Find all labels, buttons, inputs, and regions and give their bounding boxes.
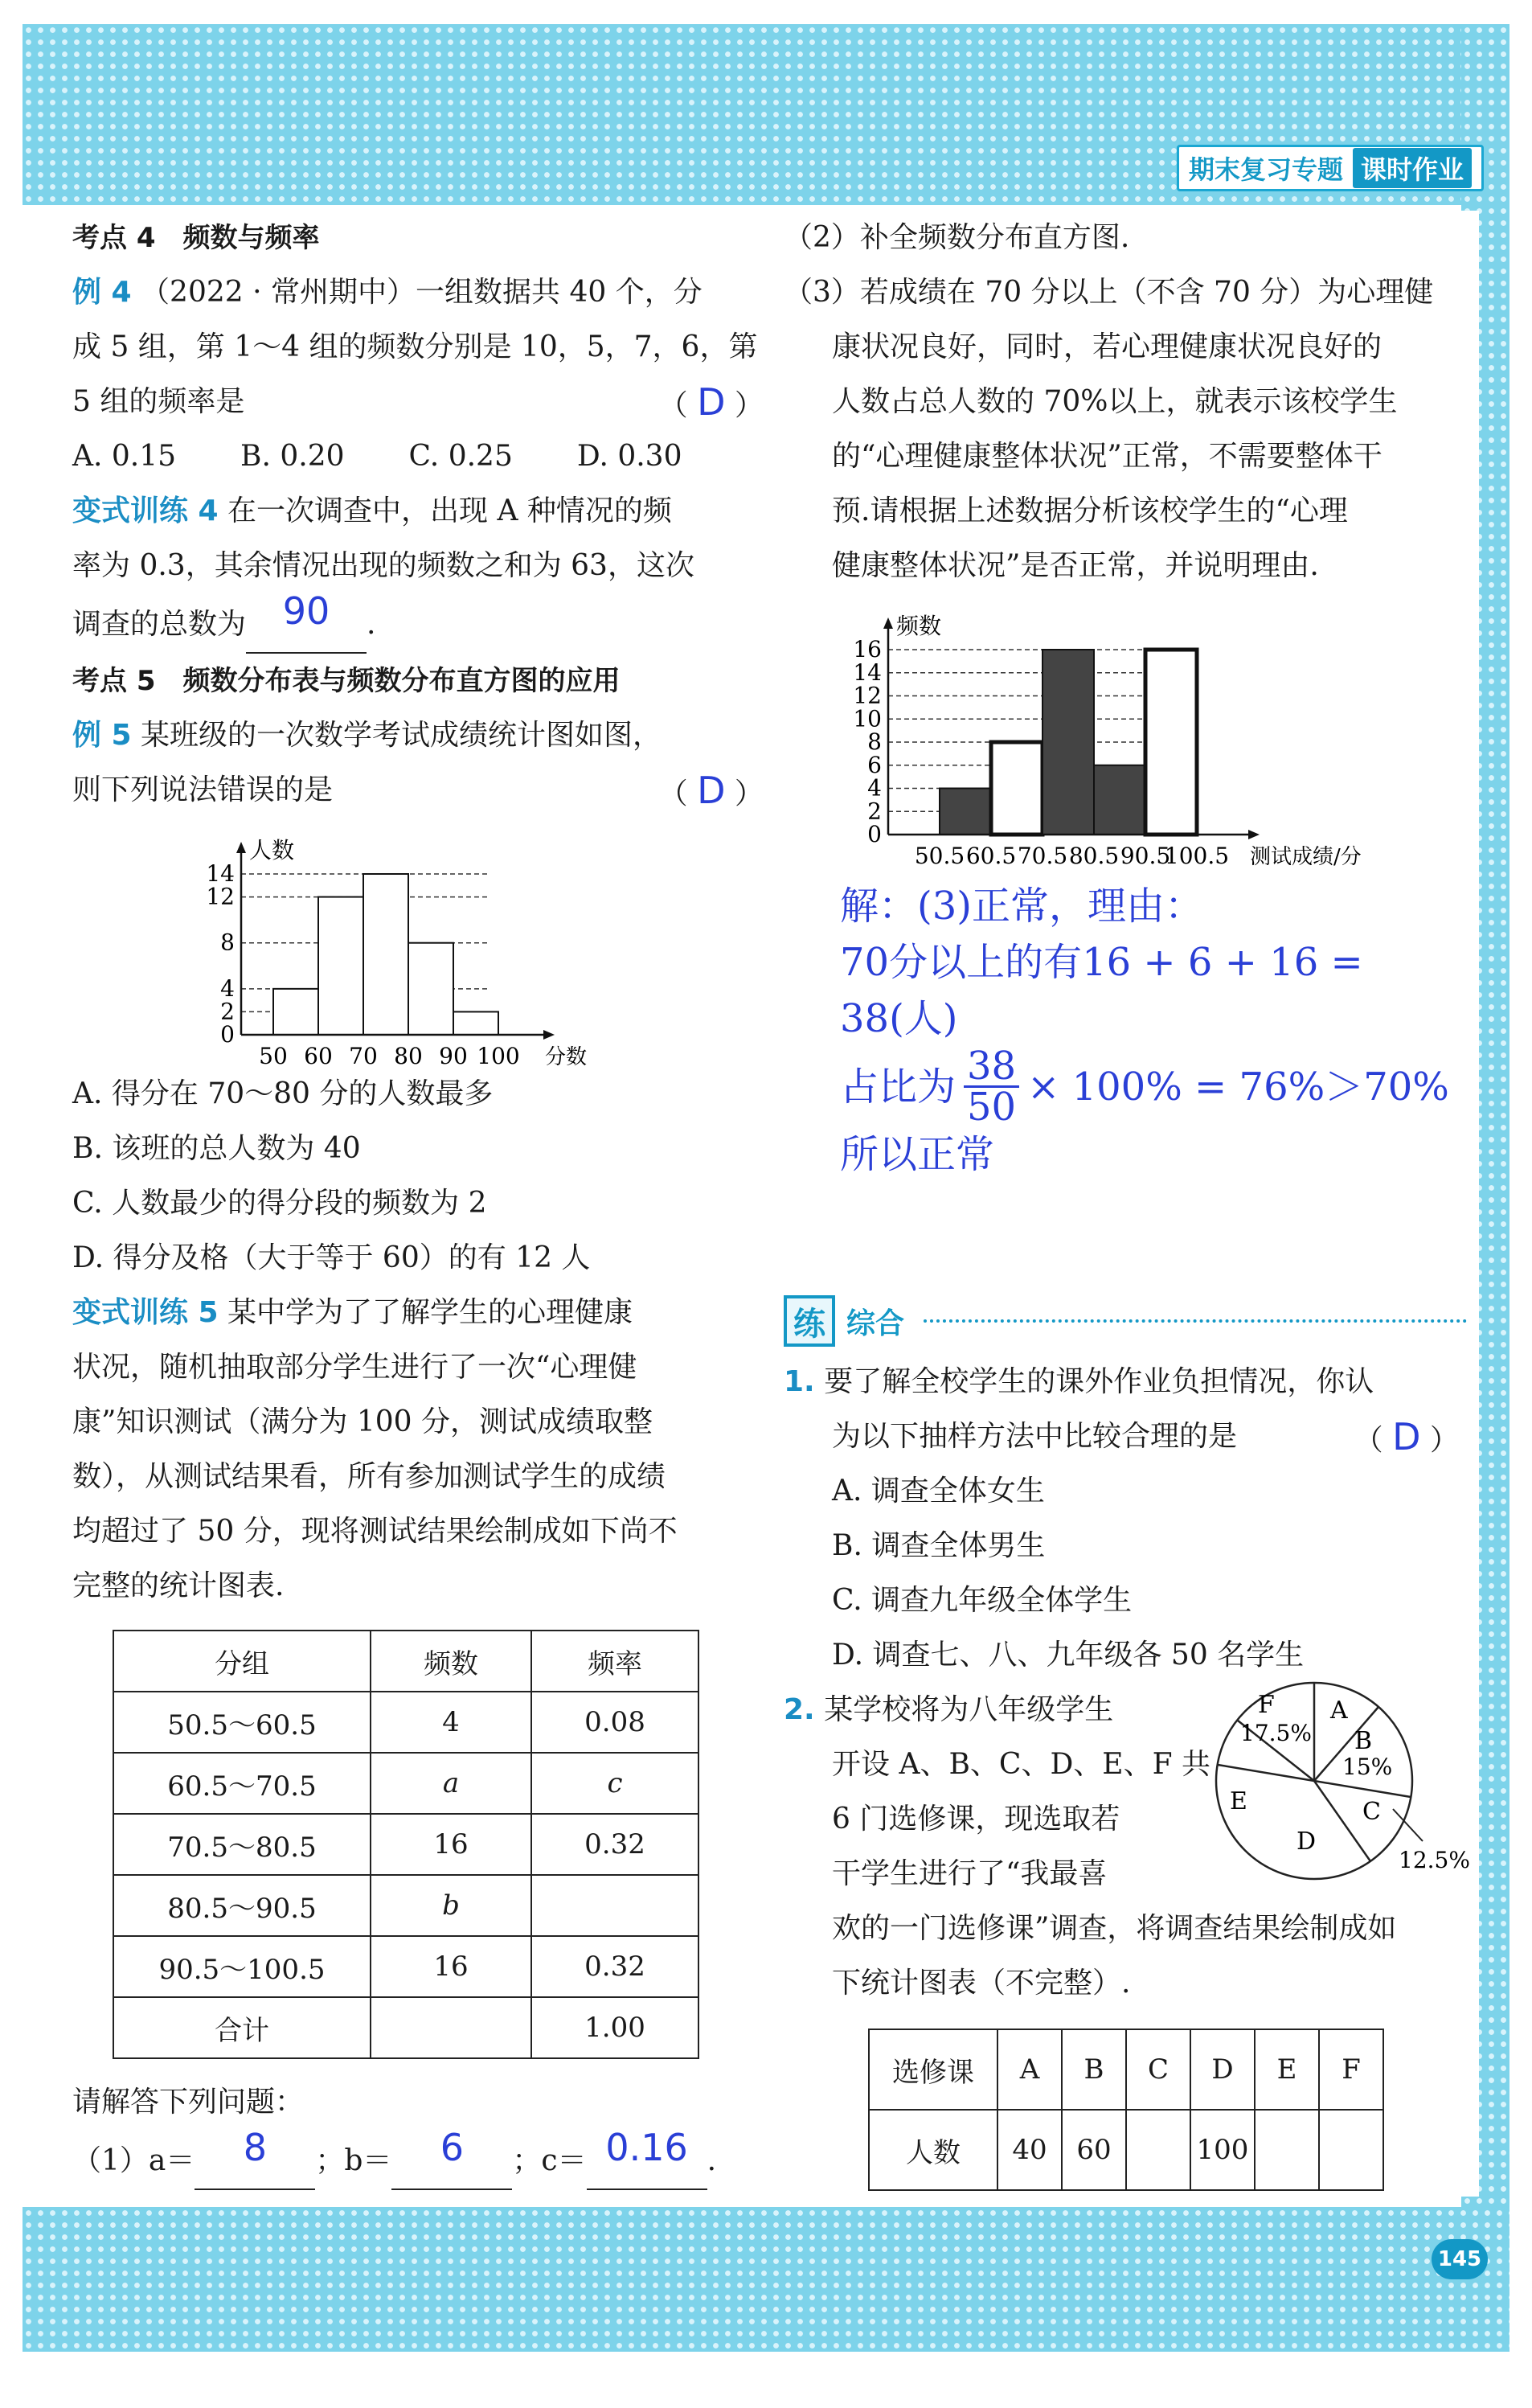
v5-label: 变式训练 5 <box>72 1296 219 1329</box>
table-header: 分组 <box>113 1631 371 1692</box>
section-header <box>784 1295 1467 1347</box>
table-row <box>113 1814 698 1875</box>
pie-divider <box>1218 1765 1314 1781</box>
ex5-option-c: C. 人数最少的得分段的频数为 2 <box>72 1187 487 1220</box>
pie-label-b: B <box>1354 1727 1373 1755</box>
ex4-answer-paren: （ D ） <box>658 380 764 424</box>
x-tick-label: 70.5 <box>1017 843 1068 869</box>
table-header: 选修课 <box>869 2029 997 2110</box>
table-cell: 16 <box>371 1814 531 1875</box>
ex4-option-b: B. 0.20 <box>240 440 345 473</box>
q1-line <box>72 2126 772 2190</box>
p1-text1: 要了解全校学生的课外作业负担情况，你认 <box>824 1365 1374 1398</box>
x-tick-label: 100 <box>477 1043 520 1069</box>
pie-label-f: F <box>1258 1691 1275 1719</box>
table-cell: 90.5～100.5 <box>113 1936 371 1997</box>
histogram-bar <box>991 742 1042 835</box>
y-tick-label: 8 <box>867 728 882 755</box>
table-cell: 40 <box>997 2110 1062 2190</box>
q3-line2: 康状况良好，同时，若心理健康状况良好的 <box>832 330 1382 363</box>
q2-text: （2）补全频数分布直方图. <box>784 221 1130 254</box>
ex4-line2: 成 5 组，第 1～4 组的频数分别是 10，5，7，6，第 <box>72 330 758 363</box>
pie-divider <box>1314 1781 1411 1797</box>
v4-text3: 调查的总数为 <box>72 608 247 641</box>
y-tick-label: 12 <box>206 883 235 910</box>
table-header: B <box>1062 2029 1126 2110</box>
v5-line5: 均超过了 50 分，现将测试结果绘制成如下尚不 <box>72 1515 678 1548</box>
kp4-title: 考点 4 频数与频率 <box>72 222 320 254</box>
table-cell: 50.5～60.5 <box>113 1692 371 1753</box>
q1-c-label: ；c＝ <box>512 2144 587 2177</box>
v4-line1 <box>72 484 772 539</box>
table-cell: 60.5～70.5 <box>113 1753 371 1814</box>
table-cell: 100 <box>1190 2110 1255 2190</box>
x-tick-label: 70 <box>349 1043 378 1069</box>
v4-text1: 在一次调查中，出现 A 种情况的频 <box>227 494 672 527</box>
pie-leader-line <box>1393 1809 1423 1841</box>
histogram-bar <box>1094 765 1145 835</box>
v4-label: 变式训练 4 <box>72 494 219 527</box>
pie-label-a: A <box>1330 1696 1348 1725</box>
table-header-row <box>113 1631 698 1692</box>
table-row <box>113 1692 698 1753</box>
v5-text1: 某中学为了了解学生的心理健康 <box>227 1296 633 1329</box>
table-cell <box>1255 2110 1319 2190</box>
ex4-line1 <box>72 265 772 320</box>
histogram-bar <box>318 897 363 1035</box>
x-axis-label: 分数 <box>545 1045 588 1069</box>
content <box>48 211 1479 2197</box>
course-table <box>868 2029 1384 2191</box>
histogram-bar <box>940 789 991 835</box>
ex5-option-d: D. 得分及格（大于等于 60）的有 12 人 <box>72 1241 591 1274</box>
solution-ratio-label: 占比为 <box>840 1064 956 1110</box>
ex4-text1: （2022 · 常州期中）一组数据共 40 个，分 <box>141 276 703 309</box>
ex4-option-d: D. 0.30 <box>576 440 682 473</box>
p1-answer: D <box>1392 1415 1421 1458</box>
pie-pct-b: 15% <box>1342 1754 1393 1780</box>
solution-line1: 解：(3)正常，理由： <box>840 884 1203 929</box>
table-cell: 0.32 <box>531 1814 698 1875</box>
ex4-label: 例 4 <box>72 276 132 309</box>
ex4-line3 <box>72 375 772 429</box>
pie-label-c: C <box>1362 1798 1381 1826</box>
x-tick-label: 60 <box>304 1043 333 1069</box>
q1-b-label: ；b＝ <box>315 2144 392 2177</box>
q1-c-answer: 0.16 <box>605 2126 688 2169</box>
kp5-title: 考点 5 频数分布表与频数分布直方图的应用 <box>72 665 621 697</box>
x-tick-label: 50.5 <box>914 843 965 869</box>
practice-badge: 练 <box>784 1295 835 1347</box>
ex5-text2: 则下列说法错误的是 <box>72 773 334 806</box>
table-header: A <box>997 2029 1062 2110</box>
histogram-bar <box>408 943 453 1035</box>
p1-answer-paren: （ D ） <box>1354 1415 1459 1458</box>
y-tick-label: 4 <box>220 974 235 1002</box>
p2-line3: 6 门选修课，现选取若 <box>832 1803 1120 1836</box>
v4-line2: 率为 0.3，其余情况出现的频数之和为 63，这次 <box>72 549 694 582</box>
v5-line2: 状况，随机抽取部分学生进行了一次“心理健 <box>72 1351 637 1384</box>
table-cell: 4 <box>371 1692 531 1753</box>
x-axis-arrow <box>543 1030 555 1040</box>
test-score-histogram <box>853 601 1467 875</box>
histogram-bar <box>1042 650 1094 835</box>
table-cell: a <box>371 1753 531 1814</box>
p2-line2: 开设 A、B、C、D、E、F 共 <box>832 1748 1211 1781</box>
table-header: 频数 <box>371 1631 531 1692</box>
solution-line3 <box>840 1044 1467 1130</box>
ex4-answer: D <box>697 380 726 424</box>
bottom-banner <box>23 2207 1509 2352</box>
table-cell <box>371 1997 531 2058</box>
header-title: 期末复习专题 <box>1188 154 1343 185</box>
table-header: F <box>1319 2029 1383 2110</box>
p2-text1: 某学校将为八年级学生 <box>824 1693 1114 1726</box>
y-tick-label: 0 <box>867 821 882 847</box>
x-tick-label: 100.5 <box>1164 843 1230 869</box>
ex5-answer-paren: （ D ） <box>658 769 764 812</box>
ex5-line1 <box>72 708 772 763</box>
ex5-text1: 某班级的一次数学考试成绩统计图如图， <box>141 719 662 752</box>
q3-line3: 人数占总人数的 70%以上，就表示该校学生 <box>832 385 1398 418</box>
table-row <box>869 2110 1383 2190</box>
table-row <box>113 1753 698 1814</box>
p2-line6: 下统计图表（不完整）. <box>832 1967 1131 2000</box>
ex4-option-c: C. 0.25 <box>408 440 513 473</box>
table-cell: 70.5～80.5 <box>113 1814 371 1875</box>
x-tick-label: 80 <box>394 1043 423 1069</box>
ex5-option-b: B. 该班的总人数为 40 <box>72 1132 361 1165</box>
ex5-option-a: A. 得分在 70～80 分的人数最多 <box>72 1077 494 1110</box>
table-cell: 60 <box>1062 2110 1126 2190</box>
q3-line5: 预.请根据上述数据分析该校学生的“心理 <box>832 494 1348 527</box>
solution-line2: 70分以上的有16 + 6 + 16 = 38(人) <box>840 940 1363 1041</box>
table-cell: b <box>371 1875 531 1936</box>
v5-line3: 康”知识测试（满分为 100 分，测试成绩取整 <box>72 1405 653 1438</box>
v5-line1 <box>72 1286 772 1340</box>
table-cell <box>531 1875 698 1936</box>
y-tick-label: 2 <box>220 998 235 1025</box>
y-axis-label: 人数 <box>249 837 295 864</box>
p1-option-d: D. 调查七、八、九年级各 50 名学生 <box>832 1639 1305 1672</box>
x-axis-label: 测试成绩/分 <box>1250 845 1362 869</box>
q3-line1: （3）若成绩在 70 分以上（不含 70 分）为心理健 <box>784 276 1434 309</box>
solution-line4: 所以正常 <box>840 1132 995 1177</box>
histogram-bar <box>363 874 408 1035</box>
table-cell: 1.00 <box>531 1997 698 2058</box>
solution-ratio-result: × 100% = 76%＞70% <box>1027 1064 1449 1110</box>
y-tick-label: 0 <box>220 1021 235 1048</box>
q1-a-answer: 8 <box>243 2126 268 2169</box>
course-pie-chart <box>1194 1676 1470 1885</box>
p1-number: 1. <box>784 1365 815 1398</box>
y-tick-label: 12 <box>853 682 882 709</box>
p2-line5: 欢的一门选修课”调查，将调查结果绘制成如 <box>832 1912 1397 1945</box>
y-axis-arrow <box>883 617 893 629</box>
header-label <box>1177 145 1484 191</box>
p1-text2: 为以下抽样方法中比较合理的是 <box>832 1420 1238 1453</box>
ex4-option-a: A. 0.15 <box>72 440 177 473</box>
histogram-bar <box>273 989 318 1035</box>
p2-line4: 干学生进行了“我最喜 <box>832 1857 1108 1890</box>
q1-b-blank <box>391 2126 512 2190</box>
q1-a-label: （1）a＝ <box>72 2144 195 2177</box>
table-header: 频率 <box>531 1631 698 1692</box>
q3-line6: 健康整体状况”是否正常，并说明理由. <box>832 549 1319 582</box>
p1-option-b: B. 调查全体男生 <box>832 1529 1046 1562</box>
score-histogram <box>206 826 659 1069</box>
table-cell <box>1126 2110 1190 2190</box>
frequency-table <box>113 1630 699 2059</box>
ex4-options <box>72 429 772 484</box>
x-tick-label: 60.5 <box>965 843 1017 869</box>
table-cell <box>1319 2110 1383 2190</box>
table-row <box>113 1875 698 1936</box>
p2-number: 2. <box>784 1693 815 1726</box>
table-header: D <box>1190 2029 1255 2110</box>
p2-block <box>784 1683 1470 2020</box>
pie-label-d: D <box>1296 1828 1317 1856</box>
v4-line3: 调查的总数为 90 . <box>72 593 772 654</box>
q-prompt: 请解答下列问题： <box>72 2086 305 2119</box>
y-tick-label: 4 <box>867 774 882 802</box>
table-cell: 合计 <box>113 1997 371 2058</box>
table-cell: c <box>531 1753 698 1814</box>
fraction-denominator: 50 <box>967 1085 1017 1130</box>
x-tick-label: 50 <box>259 1043 288 1069</box>
right-column <box>784 211 1470 2191</box>
p1-line2 <box>784 1409 1467 1464</box>
v4-answer: 90 <box>282 589 330 633</box>
p1-line1 <box>784 1355 1467 1409</box>
ex5-line2 <box>72 763 772 818</box>
table-row <box>113 1997 698 2058</box>
q1-end: . <box>707 2144 717 2177</box>
histogram-bar <box>453 1011 498 1035</box>
table-header: E <box>1255 2029 1319 2110</box>
x-tick-label: 80.5 <box>1068 843 1120 869</box>
p1-option-a: A. 调查全体女生 <box>832 1475 1045 1508</box>
table-cell: 80.5～90.5 <box>113 1875 371 1936</box>
section-name: 综合 <box>846 1307 905 1340</box>
left-column <box>72 211 772 2190</box>
fraction-numerator: 38 <box>964 1047 1019 1088</box>
y-axis-label: 频数 <box>896 613 942 639</box>
table-cell: 16 <box>371 1936 531 1997</box>
table-cell: 0.32 <box>531 1936 698 1997</box>
table-cell: 0.08 <box>531 1692 698 1753</box>
table-cell: 人数 <box>869 2110 997 2190</box>
q1-b-answer: 6 <box>440 2126 465 2169</box>
section-divider <box>924 1319 1467 1323</box>
v5-line6: 完整的统计图表. <box>72 1569 285 1602</box>
x-axis-arrow <box>1248 830 1260 839</box>
x-tick-label: 90.5 <box>1120 843 1171 869</box>
pie-pct-c: 12.5% <box>1399 1847 1470 1873</box>
ex4-text3: 5 组的频率是 <box>72 385 245 418</box>
q3-line4: 的“心理健康整体状况”正常，不需要整体干 <box>832 440 1382 473</box>
x-tick-label: 90 <box>439 1043 468 1069</box>
y-tick-label: 10 <box>853 705 882 732</box>
y-tick-label: 16 <box>853 636 882 663</box>
y-tick-label: 2 <box>867 798 882 825</box>
q1-a-blank <box>195 2126 315 2190</box>
page-number: 145 <box>1432 2239 1488 2279</box>
y-axis-arrow <box>236 842 246 853</box>
table-header: C <box>1126 2029 1190 2110</box>
q1-c-blank <box>587 2126 707 2190</box>
v4-blank <box>246 589 367 654</box>
table-row <box>113 1936 698 1997</box>
pie-pct-f: 17.5% <box>1240 1720 1312 1746</box>
v5-line4: 数），从测试结果看，所有参加测试学生的成绩 <box>72 1460 666 1493</box>
histogram-bar <box>1145 650 1197 835</box>
y-tick-label: 8 <box>220 929 235 956</box>
solution-fraction <box>964 1044 1019 1130</box>
solution <box>784 878 1467 1183</box>
table-row <box>869 2029 1383 2110</box>
ex5-label: 例 5 <box>72 719 132 752</box>
y-tick-label: 14 <box>206 860 235 887</box>
ex5-answer: D <box>697 769 726 812</box>
y-tick-label: 6 <box>867 751 882 778</box>
pie-label-e: E <box>1230 1787 1247 1815</box>
p1-option-c: C. 调查九年级全体学生 <box>832 1584 1133 1617</box>
y-tick-label: 14 <box>853 658 882 686</box>
header-brand: 课时作业 <box>1353 148 1472 188</box>
